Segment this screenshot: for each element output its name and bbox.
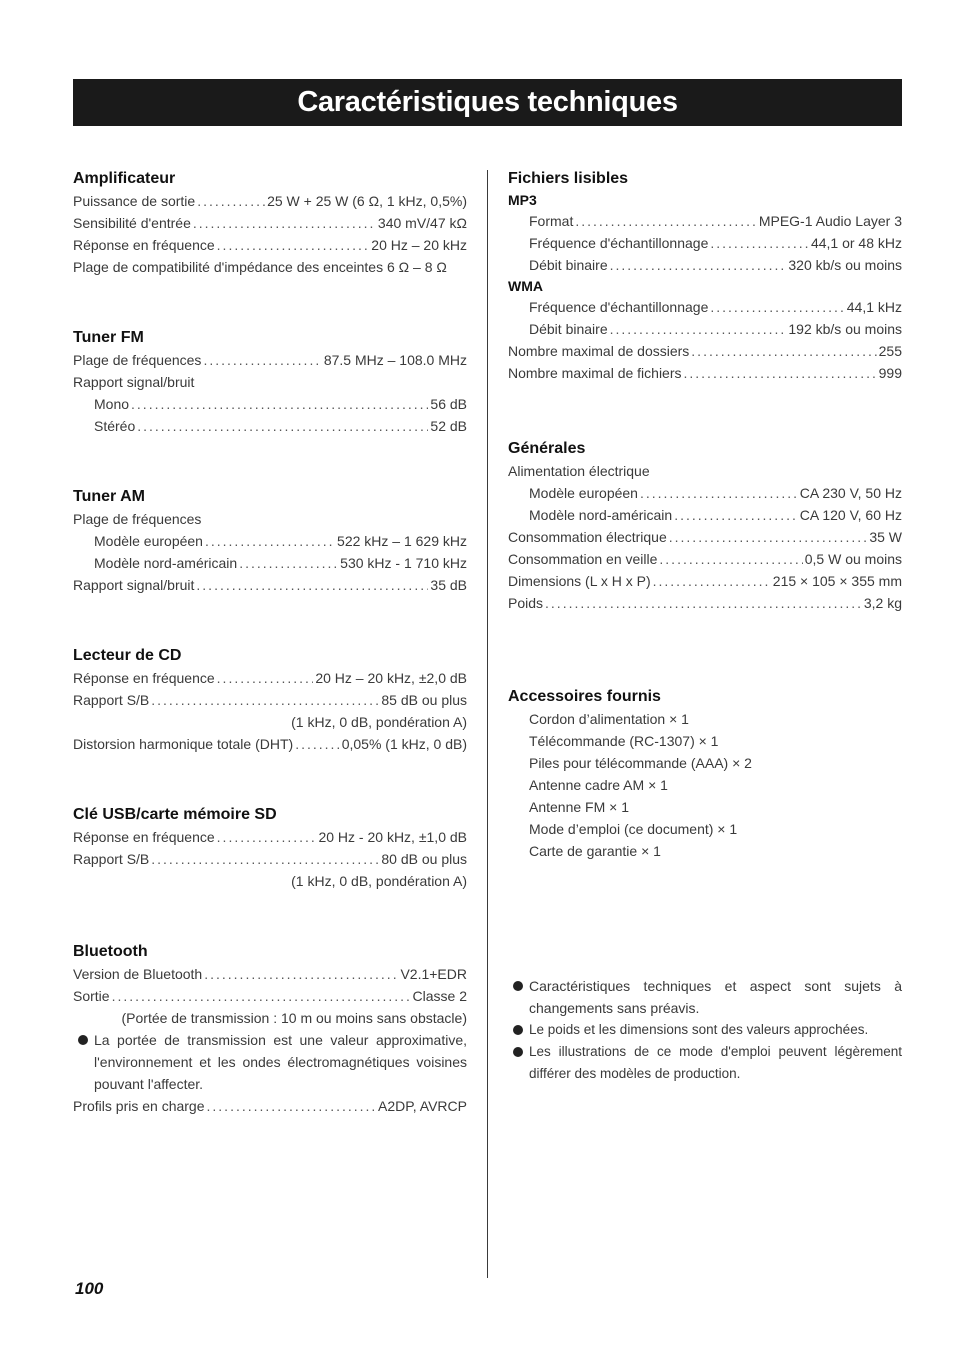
- section-bluetooth: [73, 943, 467, 1117]
- spec-row: Réponse en fréquence ..... 20 Hz – 20 kHz: [73, 234, 467, 256]
- section-heading: Accessoires fournis: [508, 688, 661, 705]
- section-generales: [508, 440, 902, 614]
- note-bullet: Le poids et les dimensions sont des valeurs approchées.: [508, 1019, 902, 1041]
- note-bullet: La portée de transmission est une valeur approximative, l'environnement et les ondes électromagnétiques voisines pouvant l'affecter.: [73, 1029, 467, 1095]
- column-divider: [487, 170, 488, 1278]
- spec-row: Modèle européen ..... 522 kHz – 1 629 kHz: [73, 530, 467, 552]
- section-heading: Tuner FM: [73, 329, 144, 346]
- spec-row: Distorsion harmonique totale (DHT) ..... 0,05% (1 kHz, 0 dB): [73, 733, 467, 755]
- section-heading: Amplificateur: [73, 170, 176, 187]
- section-heading: Lecteur de CD: [73, 647, 182, 664]
- spec-row: Fréquence d'échantillonnage ..... 44,1 kHz: [508, 296, 902, 318]
- spec-row: Profils pris en charge ..... A2DP, AVRCP: [73, 1095, 467, 1117]
- spec-row: Réponse en fréquence ..... 20 Hz - 20 kHz, ±1,0 dB: [73, 826, 467, 848]
- bullet-icon: [513, 1047, 523, 1057]
- page-title: Caractéristiques techniques: [73, 79, 902, 126]
- spec-row: Nombre maximal de dossiers ..... 255: [508, 340, 902, 362]
- spec-note: (Portée de transmission : 10 m ou moins sans obstacle): [121, 1010, 467, 1026]
- page-number: 100: [75, 1279, 104, 1298]
- spec-row: Consommation en veille ..... 0,5 W ou moins: [508, 548, 902, 570]
- spec-row: Nombre maximal de fichiers ..... 999: [508, 362, 902, 384]
- spec-row: Puissance de sortie ..... 25 W + 25 W (6 Ω, 1 kHz, 0,5%): [73, 190, 467, 212]
- spec-label: Plage de fréquences: [73, 511, 202, 527]
- spec-row: Sortie ..... Classe 2: [73, 985, 467, 1007]
- section-notes: [508, 975, 902, 1085]
- section-heading: Bluetooth: [73, 943, 148, 960]
- spec-row: Plage de fréquences ..... 87.5 MHz – 108.0 MHz: [73, 349, 467, 371]
- spec-row: Modèle nord-américain ..... CA 120 V, 60 Hz: [508, 504, 902, 526]
- note-bullet: Les illustrations de ce mode d'emploi peuvent légèrement différer des modèles de production.: [508, 1041, 902, 1085]
- spec-text: Plage de compatibilité d'impédance des enceintes 6 Ω – 8 Ω: [73, 259, 447, 275]
- spec-row: Rapport S/B ..... 80 dB ou plus: [73, 848, 467, 870]
- spec-row: Fréquence d'échantillonnage ..... 44,1 or 48 kHz: [508, 232, 902, 254]
- spec-row: Consommation électrique ..... 35 W: [508, 526, 902, 548]
- spec-row: Dimensions (L x H x P) ..... 215 × 105 × 355 mm: [508, 570, 902, 592]
- subsection-heading: MP3: [508, 192, 537, 208]
- spec-row: Format ..... MPEG-1 Audio Layer 3: [508, 210, 902, 232]
- accessory-item: Télécommande (RC-1307) × 1: [529, 733, 719, 749]
- bullet-icon: [513, 981, 523, 991]
- section-tuner-am: [73, 488, 467, 596]
- spec-row: Débit binaire ..... 192 kb/s ou moins: [508, 318, 902, 340]
- spec-note: (1 kHz, 0 dB, pondération A): [291, 873, 467, 889]
- spec-label: Rapport signal/bruit: [73, 374, 195, 390]
- spec-row: Réponse en fréquence ..... 20 Hz – 20 kHz, ±2,0 dB: [73, 667, 467, 689]
- spec-label: Alimentation électrique: [508, 463, 650, 479]
- accessory-item: Antenne FM × 1: [529, 799, 630, 815]
- accessory-item: Cordon d’alimentation × 1: [529, 711, 689, 727]
- section-usb-sd: [73, 806, 467, 892]
- subsection-heading: WMA: [508, 278, 543, 294]
- spec-row: Poids ..... 3,2 kg: [508, 592, 902, 614]
- section-lecteur-cd: [73, 647, 467, 755]
- section-fichiers-lisibles: [508, 170, 902, 384]
- accessory-item: Antenne cadre AM × 1: [529, 777, 668, 793]
- accessory-item: Carte de garantie × 1: [529, 843, 661, 859]
- spec-note: (1 kHz, 0 dB, pondération A): [291, 714, 467, 730]
- bullet-icon: [78, 1035, 88, 1045]
- bullet-icon: [513, 1025, 523, 1035]
- accessory-item: Piles pour télécommande (AAA) × 2: [529, 755, 752, 771]
- accessory-item: Mode d’emploi (ce document) × 1: [529, 821, 738, 837]
- spec-row: Mono ..... 56 dB: [73, 393, 467, 415]
- section-heading: Clé USB/carte mémoire SD: [73, 806, 277, 823]
- section-heading: Fichiers lisibles: [508, 170, 629, 187]
- spec-row: Rapport S/B ..... 85 dB ou plus: [73, 689, 467, 711]
- spec-row: Version de Bluetooth ..... V2.1+EDR: [73, 963, 467, 985]
- section-heading: Tuner AM: [73, 488, 145, 505]
- section-tuner-fm: [73, 329, 467, 437]
- spec-row: Modèle nord-américain ..... 530 kHz - 1 710 kHz: [73, 552, 467, 574]
- section-accessoires: [508, 688, 902, 862]
- spec-row: Stéréo ..... 52 dB: [73, 415, 467, 437]
- spec-row: Modèle européen ..... CA 230 V, 50 Hz: [508, 482, 902, 504]
- spec-row: Sensibilité d'entrée ..... 340 mV/47 kΩ: [73, 212, 467, 234]
- section-amplificateur: [73, 170, 467, 278]
- spec-row: Rapport signal/bruit ..... 35 dB: [73, 574, 467, 596]
- spec-row: Débit binaire ..... 320 kb/s ou moins: [508, 254, 902, 276]
- note-bullet: Caractéristiques techniques et aspect sont sujets à changements sans préavis.: [508, 975, 902, 1019]
- section-heading: Générales: [508, 440, 586, 457]
